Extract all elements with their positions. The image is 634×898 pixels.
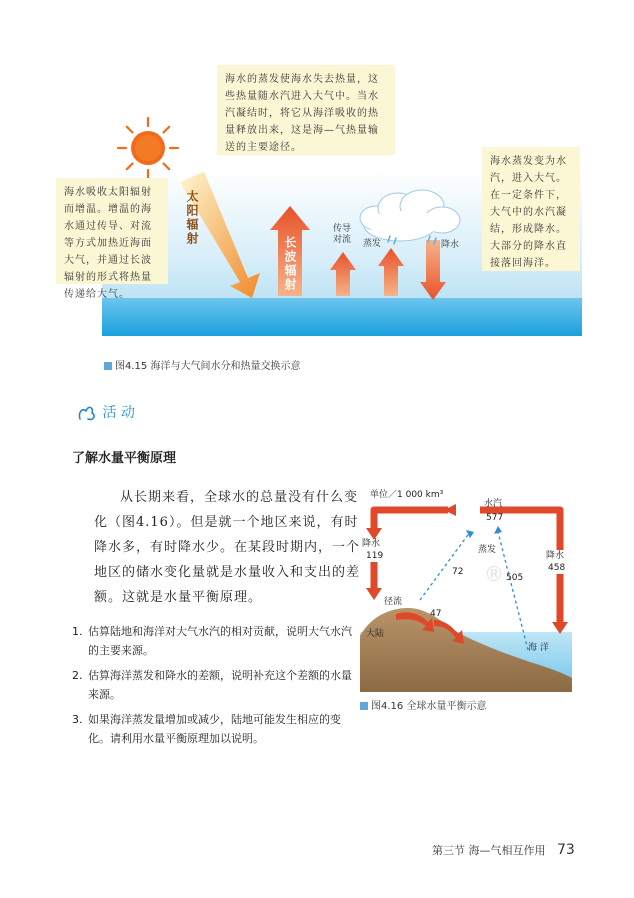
activity-subheading: 了解水量平衡原理 [72, 451, 177, 466]
note-top-text: 海水的蒸发使海水失去热量，这些热量随水汽进入大气中。当水汽凝结时，将它从海洋吸收的热量释放出来，这是海—气热量输送的主要途径。 [225, 74, 379, 153]
runoff-value: 47 [430, 609, 442, 619]
evaporation-label: 蒸发 [363, 239, 382, 249]
solar-radiation-label: 太阳辐射 [185, 190, 199, 246]
vapor-label: 水汽 [484, 499, 503, 509]
vapor-value: 577 [486, 513, 504, 523]
figure-4-16-caption [360, 697, 486, 712]
footer [432, 842, 575, 858]
figure-4-15-caption-text: 图4.15 海洋与大气间水分和热量交换示意 [115, 361, 301, 372]
question-number: 3. [72, 713, 83, 726]
conduction-label: 传导 对流 [333, 224, 352, 245]
activity-icon [76, 403, 98, 421]
question-list [72, 622, 362, 754]
sea-precip-label: 降水 [546, 551, 565, 561]
caption-square-icon [360, 702, 368, 710]
note-top [217, 65, 395, 155]
caption-square-icon [104, 362, 112, 370]
sea-precip-value: 458 [548, 563, 566, 573]
evap-label: 蒸发 [478, 545, 497, 555]
land-evap-value: 72 [452, 567, 464, 577]
longwave-radiation-label: 长波辐射 [283, 236, 297, 292]
note-left [56, 178, 168, 300]
ocean-label: 海 洋 [528, 643, 549, 653]
question-text: 估算陆地和海洋对大气水汽的相对贡献，说明大气水汽的主要来源。 [88, 625, 352, 657]
runoff-label: 径流 [384, 597, 403, 607]
note-right [482, 147, 580, 271]
question-item [72, 710, 362, 748]
sea-evap-value: 505 [506, 573, 524, 583]
footer-section: 第三节 海—气相互作用 [432, 844, 546, 857]
water-balance-diagram [360, 484, 574, 694]
figure-4-16 [360, 484, 574, 694]
question-number: 1. [72, 625, 83, 638]
watermark: ® [484, 562, 504, 586]
question-number: 2. [72, 669, 83, 682]
question-item [72, 622, 362, 660]
activity-paragraph: 从长期来看，全球水的总量没有什么变化（图4.16）。但是就一个地区来说，有时降水多，有时降水少。在某段时期内，一个地区的储水变化量就是水量收入和支出的差额。这就是水量平衡原理。 [94, 490, 361, 605]
activity-heading-text: 活 动 [102, 405, 135, 421]
precipitation-label: 降水 [441, 240, 460, 250]
unit-label: 单位／1 000 km³ [370, 490, 444, 500]
question-text: 如果海洋蒸发量增加或减少，陆地可能发生相应的变化。请利用水量平衡原理加以说明。 [88, 713, 341, 745]
land-precip-value: 119 [366, 551, 384, 561]
question-item [72, 666, 362, 704]
activity-heading [76, 402, 135, 422]
figure-4-16-caption-text: 图4.16 全球水量平衡示意 [371, 701, 487, 712]
question-text: 估算海洋蒸发和降水的差额，说明补充这个差额的水量来源。 [88, 669, 352, 701]
sun-icon [118, 118, 178, 178]
land-precip-label: 降水 [362, 539, 381, 549]
note-right-text: 海水蒸发变为水汽，进入大气。在一定条件下，大气中的水汽凝结，形成降水。大部分的降水直接落回海洋。 [490, 156, 567, 269]
note-left-text: 海水吸收太阳辐射而增温。增温的海水通过传导、对流等方式加热近海面大气，并通过长波辐射的形式将热量传递给大气。 [64, 187, 152, 300]
land-label: 大陆 [366, 629, 385, 639]
page-number: 73 [557, 842, 575, 858]
figure-4-15-caption [104, 357, 300, 372]
